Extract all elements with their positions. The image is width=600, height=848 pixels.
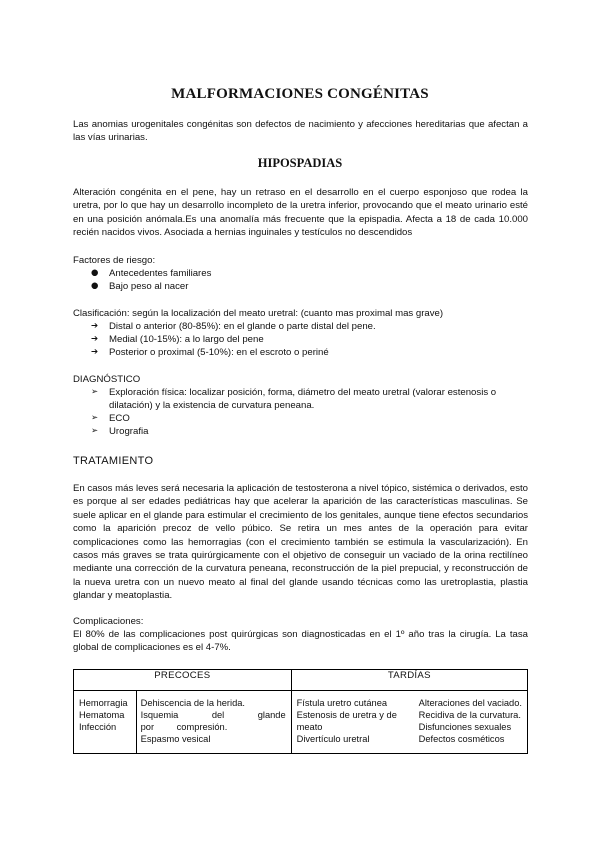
table-cell-item: Defectos cosméticos: [418, 734, 505, 744]
header-late: TARDÍAS: [291, 670, 527, 691]
treatment-heading: TRATAMIENTO: [73, 455, 154, 467]
arrowhead-icon: ➢: [91, 413, 99, 423]
risk-factors-label: Factores de riesgo:: [73, 255, 156, 266]
classification-item: Distal o anterior (80-85%): en el glande o parte distal del pene.: [109, 321, 376, 332]
late-col-2: [414, 691, 528, 754]
table-cell-item: Espasmo vesical: [140, 734, 211, 744]
intro-paragraph: Las anomias urogenitales congénitas son defectos de nacimiento y afecciones hereditarias que afectan a las vías urinarias.: [73, 119, 528, 144]
diagnosis-item-continuation: dilatación) y la existencia de curvatura peneana.: [109, 400, 315, 411]
diagnosis-heading: DIAGNÓSTICO: [73, 374, 141, 385]
document-title: MALFORMACIONES CONGÉNITAS: [171, 86, 429, 102]
arrow-right-icon: ➔: [91, 347, 99, 357]
classification-item: Medial (10-15%): a lo largo del pene: [109, 334, 264, 345]
table-cell-item: Alteraciones del vaciado.: [418, 698, 522, 708]
table-cell-item: Dehiscencia de la herida.: [140, 698, 246, 708]
diagnosis-item: ECO: [109, 413, 130, 424]
header-early: PRECOCES: [74, 670, 292, 691]
late-col-1: [291, 691, 414, 754]
arrow-right-icon: ➔: [91, 321, 99, 331]
definition-paragraph: Alteración congénita en el pene, hay un retraso en el desarrollo en el cuerpo esponjoso que rodea la uretra, por lo que hay un desarrollo incompleto de la uretra inferior, provocando que el meato urinario esté en una posición anómala.Es una anomalía más frecuente que la epispadia. Afecta a 18 de cada 10.000 recién nacidos vivos. Asociada a hernias inguinales y testículos no descendidos: [73, 187, 528, 239]
treatment-paragraph: En casos más leves será necesaria la aplicación de testosterona a nivel tópico, sistémica o derivados, esto es porque al ser edades pediátricas hay que acelerar la aparición de las características masculinas. Se suele aplicar en el glande para estimular el crecimiento de los genitales, aunque tiene efectos secundarios como la aparición precoz de vello púbico. Se retira un mes antes de la operación para evitar complicaciones como las hemorragias (con el crecimiento también se estimula la vascularización). En casos más graves se trata quirúrgicamente con el objetivo de conseguir un vaciado de la orina rectilíneo mediante una corrección de la curvatura peneana, reconstrucción de la piel prepucial, y reconstrucción de la nueva uretra con un nuevo meato al final del glande usando técnicas como las uretroplastia, plastia glandar y meatoplastia.: [73, 483, 528, 602]
risk-item: Antecedentes familiares: [109, 268, 212, 279]
table-cell-item: Disfunciones sexuales: [418, 722, 512, 732]
complications-paragraph: El 80% de las complicaciones post quirúrgicas son diagnosticadas en el 1º año tras la cirugía. La tasa global de complicaciones es el 4-7%.: [73, 629, 528, 654]
risk-item: Bajo peso al nacer: [109, 281, 189, 292]
arrow-right-icon: ➔: [91, 334, 99, 344]
bullet-icon: ●: [91, 281, 99, 291]
early-col-2: [136, 691, 291, 754]
table-cell-item: Recidiva de la curvatura.: [418, 710, 521, 720]
complications-label: Complicaciones:: [73, 616, 144, 627]
section-title: HIPOSPADIAS: [257, 156, 343, 170]
classification-item: Posterior o proximal (5-10%): en el escroto o periné: [109, 347, 329, 358]
table-cell-item: Infección: [79, 722, 117, 732]
table-cell-item: Estenosis de uretra y de meato: [296, 710, 397, 732]
complications-table: [73, 669, 528, 754]
table-cell-item: Fístula uretro cutánea: [296, 698, 388, 708]
bullet-icon: ●: [91, 268, 99, 278]
table-cell-item: Isquemia del glande por compresión.: [140, 710, 286, 732]
arrowhead-icon: ➢: [91, 387, 99, 397]
classification-label: Clasificación: según la localización del meato uretral: (cuanto mas proximal mas grave): [73, 308, 444, 319]
table-cell-item: Hemorragia: [79, 698, 128, 708]
table-cell-item: Divertículo uretral: [296, 734, 370, 744]
diagnosis-item: Exploración física: localizar posición, forma, diámetro del meato uretral (valorar estenosis o: [109, 387, 497, 398]
early-col-1: [74, 691, 137, 754]
table-cell-item: Hematoma: [79, 710, 125, 720]
diagnosis-item: Urografia: [109, 426, 149, 437]
arrowhead-icon: ➢: [91, 426, 99, 436]
